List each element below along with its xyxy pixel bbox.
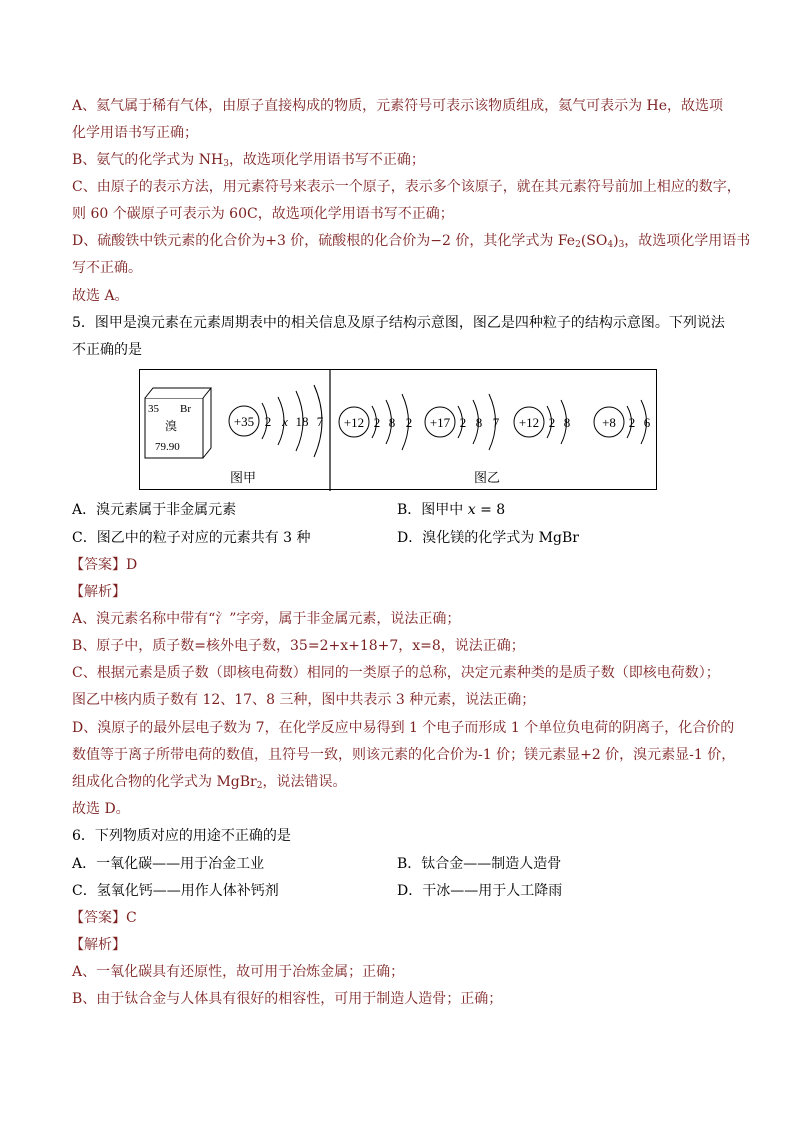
text-run: D、硫酸铁中铁元素的化合价为+3 价，硫酸根的化合价为−2 价，其化学式为 Fe (72, 233, 576, 249)
text-run: B．图甲中 (397, 502, 468, 518)
option-c[interactable]: C．氢氧化钙——用作人体补钙剂 (72, 883, 279, 899)
analysis-line (72, 773, 346, 795)
option-a[interactable]: A．一氧化碳——用于冶金工业 (72, 856, 265, 872)
analysis-line: 则 60 个碳原子可表示为 60C，故选项化学用语书写不正确； (72, 206, 454, 222)
analysis-line: 图乙中核内质子数有 12、17、8 三种，图中共表示 3 种元素，说法正确； (72, 692, 536, 708)
analysis-line: 化学用语书写正确； (72, 125, 198, 141)
analysis-title: 【解析】 (70, 584, 126, 600)
atomic-mass: 79.90 (155, 441, 180, 453)
variable-x: x (467, 502, 476, 518)
analysis-line: B、由于钛合金与人体具有很好的相容性，可用于制造人造骨；正确； (72, 991, 503, 1007)
analysis-title: 【解析】 (70, 937, 126, 953)
subscript: 2 (575, 240, 581, 250)
analysis-line (72, 232, 750, 254)
option-b[interactable]: B．钛合金——制造人造骨 (397, 856, 562, 872)
nucleus-charge: +12 (343, 415, 365, 430)
nucleus-charge: +8 (602, 415, 616, 430)
particle-diagram (339, 394, 412, 450)
question-stem: 不正确的是 (72, 342, 142, 358)
bromine-atom-diagram (229, 385, 324, 457)
shell-electrons: 2 (628, 415, 636, 430)
analysis-line: A、溴元素名称中带有“氵”字旁，属于非金属元素，说法正确； (72, 611, 461, 627)
analysis-line: C、根据元素是质子数（即核电荷数）相同的一类原子的总称，决定元素种类的是质子数（即核电荷数）； (72, 665, 720, 681)
figure-label-jia: 图甲 (229, 470, 257, 485)
figure-label-yi: 图乙 (473, 470, 501, 485)
shell-electrons: 7 (492, 415, 500, 430)
shell-electrons: 7 (316, 414, 324, 429)
analysis-line (72, 151, 425, 173)
choose-line: 故选 A。 (72, 288, 129, 304)
shell-electrons: 2 (264, 414, 272, 429)
subscript: 3 (618, 240, 625, 250)
analysis-line: 写不正确。 (72, 260, 142, 276)
analysis-line: B、原子中，质子数=核外电子数，35=2+x+18+7，x=8，说法正确； (72, 638, 525, 654)
text-run: B、氨气的化学式为 NH (72, 152, 224, 168)
analysis-line: A、一氧化碳具有还原性，故可用于冶炼金属；正确； (72, 964, 405, 980)
atomic-number: 35 (148, 403, 159, 415)
particle-diagram (594, 400, 651, 444)
figure-svg (140, 370, 658, 491)
shell-electrons: 8 (388, 415, 396, 430)
subscript: 3 (223, 159, 229, 169)
element-symbol: Br (180, 403, 191, 415)
option-b[interactable] (397, 501, 505, 519)
particle-diagram (425, 394, 500, 450)
shell-electrons: 6 (643, 415, 651, 430)
element-name: 溴 (165, 419, 178, 433)
answer-label: 【答案】D (70, 557, 138, 573)
text-run: = 8 (475, 502, 506, 518)
shell-electrons: 2 (548, 415, 556, 430)
analysis-line: D、溴原子的最外层电子数为 7，在化学反应中易得到 1 个电子而形成 1 个单位负电荷的阴离子，化合价的 (72, 720, 735, 736)
particle-diagram (514, 400, 570, 444)
choose-line: 故选 D。 (72, 801, 130, 817)
text-run: 组成化合物的化学式为 MgBr (72, 774, 257, 790)
shell-electrons: 2 (373, 415, 381, 430)
text-run: ) (613, 233, 619, 249)
shell-electrons: x (282, 414, 288, 429)
analysis-line: 数值等于离子所带电荷的数值，且符号一致，则该元素的化合价为-1 价；镁元素显+2 价，溴元素显-1 价， (72, 747, 736, 763)
text-run: ，故选项化学用语书写不正确； (228, 152, 425, 168)
analysis-line: C、由原子的表示方法，用元素符号来表示一个原子，表示多个该原子，就在其元素符号前加上相应的数字， (72, 179, 741, 195)
option-d[interactable]: D．溴化镁的化学式为 MgBr (397, 530, 579, 546)
shell-electrons: 2 (459, 415, 467, 430)
structure-figure (139, 369, 657, 490)
option-c[interactable]: C．图乙中的粒子对应的元素共有 3 种 (72, 530, 311, 546)
answer-label: 【答案】C (70, 910, 137, 926)
subscript: 2 (256, 781, 263, 791)
text-run: ，故选项化学用语书 (624, 233, 751, 249)
subscript: 4 (607, 240, 614, 250)
shell-electrons: 2 (405, 415, 413, 430)
nucleus-charge: +17 (429, 415, 451, 430)
shell-electrons: 8 (563, 415, 571, 430)
nucleus-charge: +12 (518, 415, 540, 430)
shell-electrons: 18 (295, 414, 309, 429)
question-stem: 5．图甲是溴元素在元素周期表中的相关信息及原子结构示意图，图乙是四种粒子的结构示意图。下列说法 (72, 315, 725, 331)
text-run: (SO (580, 233, 608, 249)
option-d[interactable]: D．干冰——用于人工降雨 (397, 883, 563, 899)
question-stem: 6．下列物质对应的用途不正确的是 (72, 828, 291, 844)
shell-electrons: 8 (475, 415, 483, 430)
periodic-table-cell (145, 388, 211, 458)
option-a[interactable]: A．溴元素属于非金属元素 (72, 502, 237, 518)
text-run: ，说法错误。 (262, 774, 347, 790)
analysis-line: A、氦气属于稀有气体，由原子直接构成的物质，元素符号可表示该物质组成，氦气可表示为 He，故选项 (72, 98, 724, 114)
nucleus-charge: +35 (233, 414, 255, 429)
